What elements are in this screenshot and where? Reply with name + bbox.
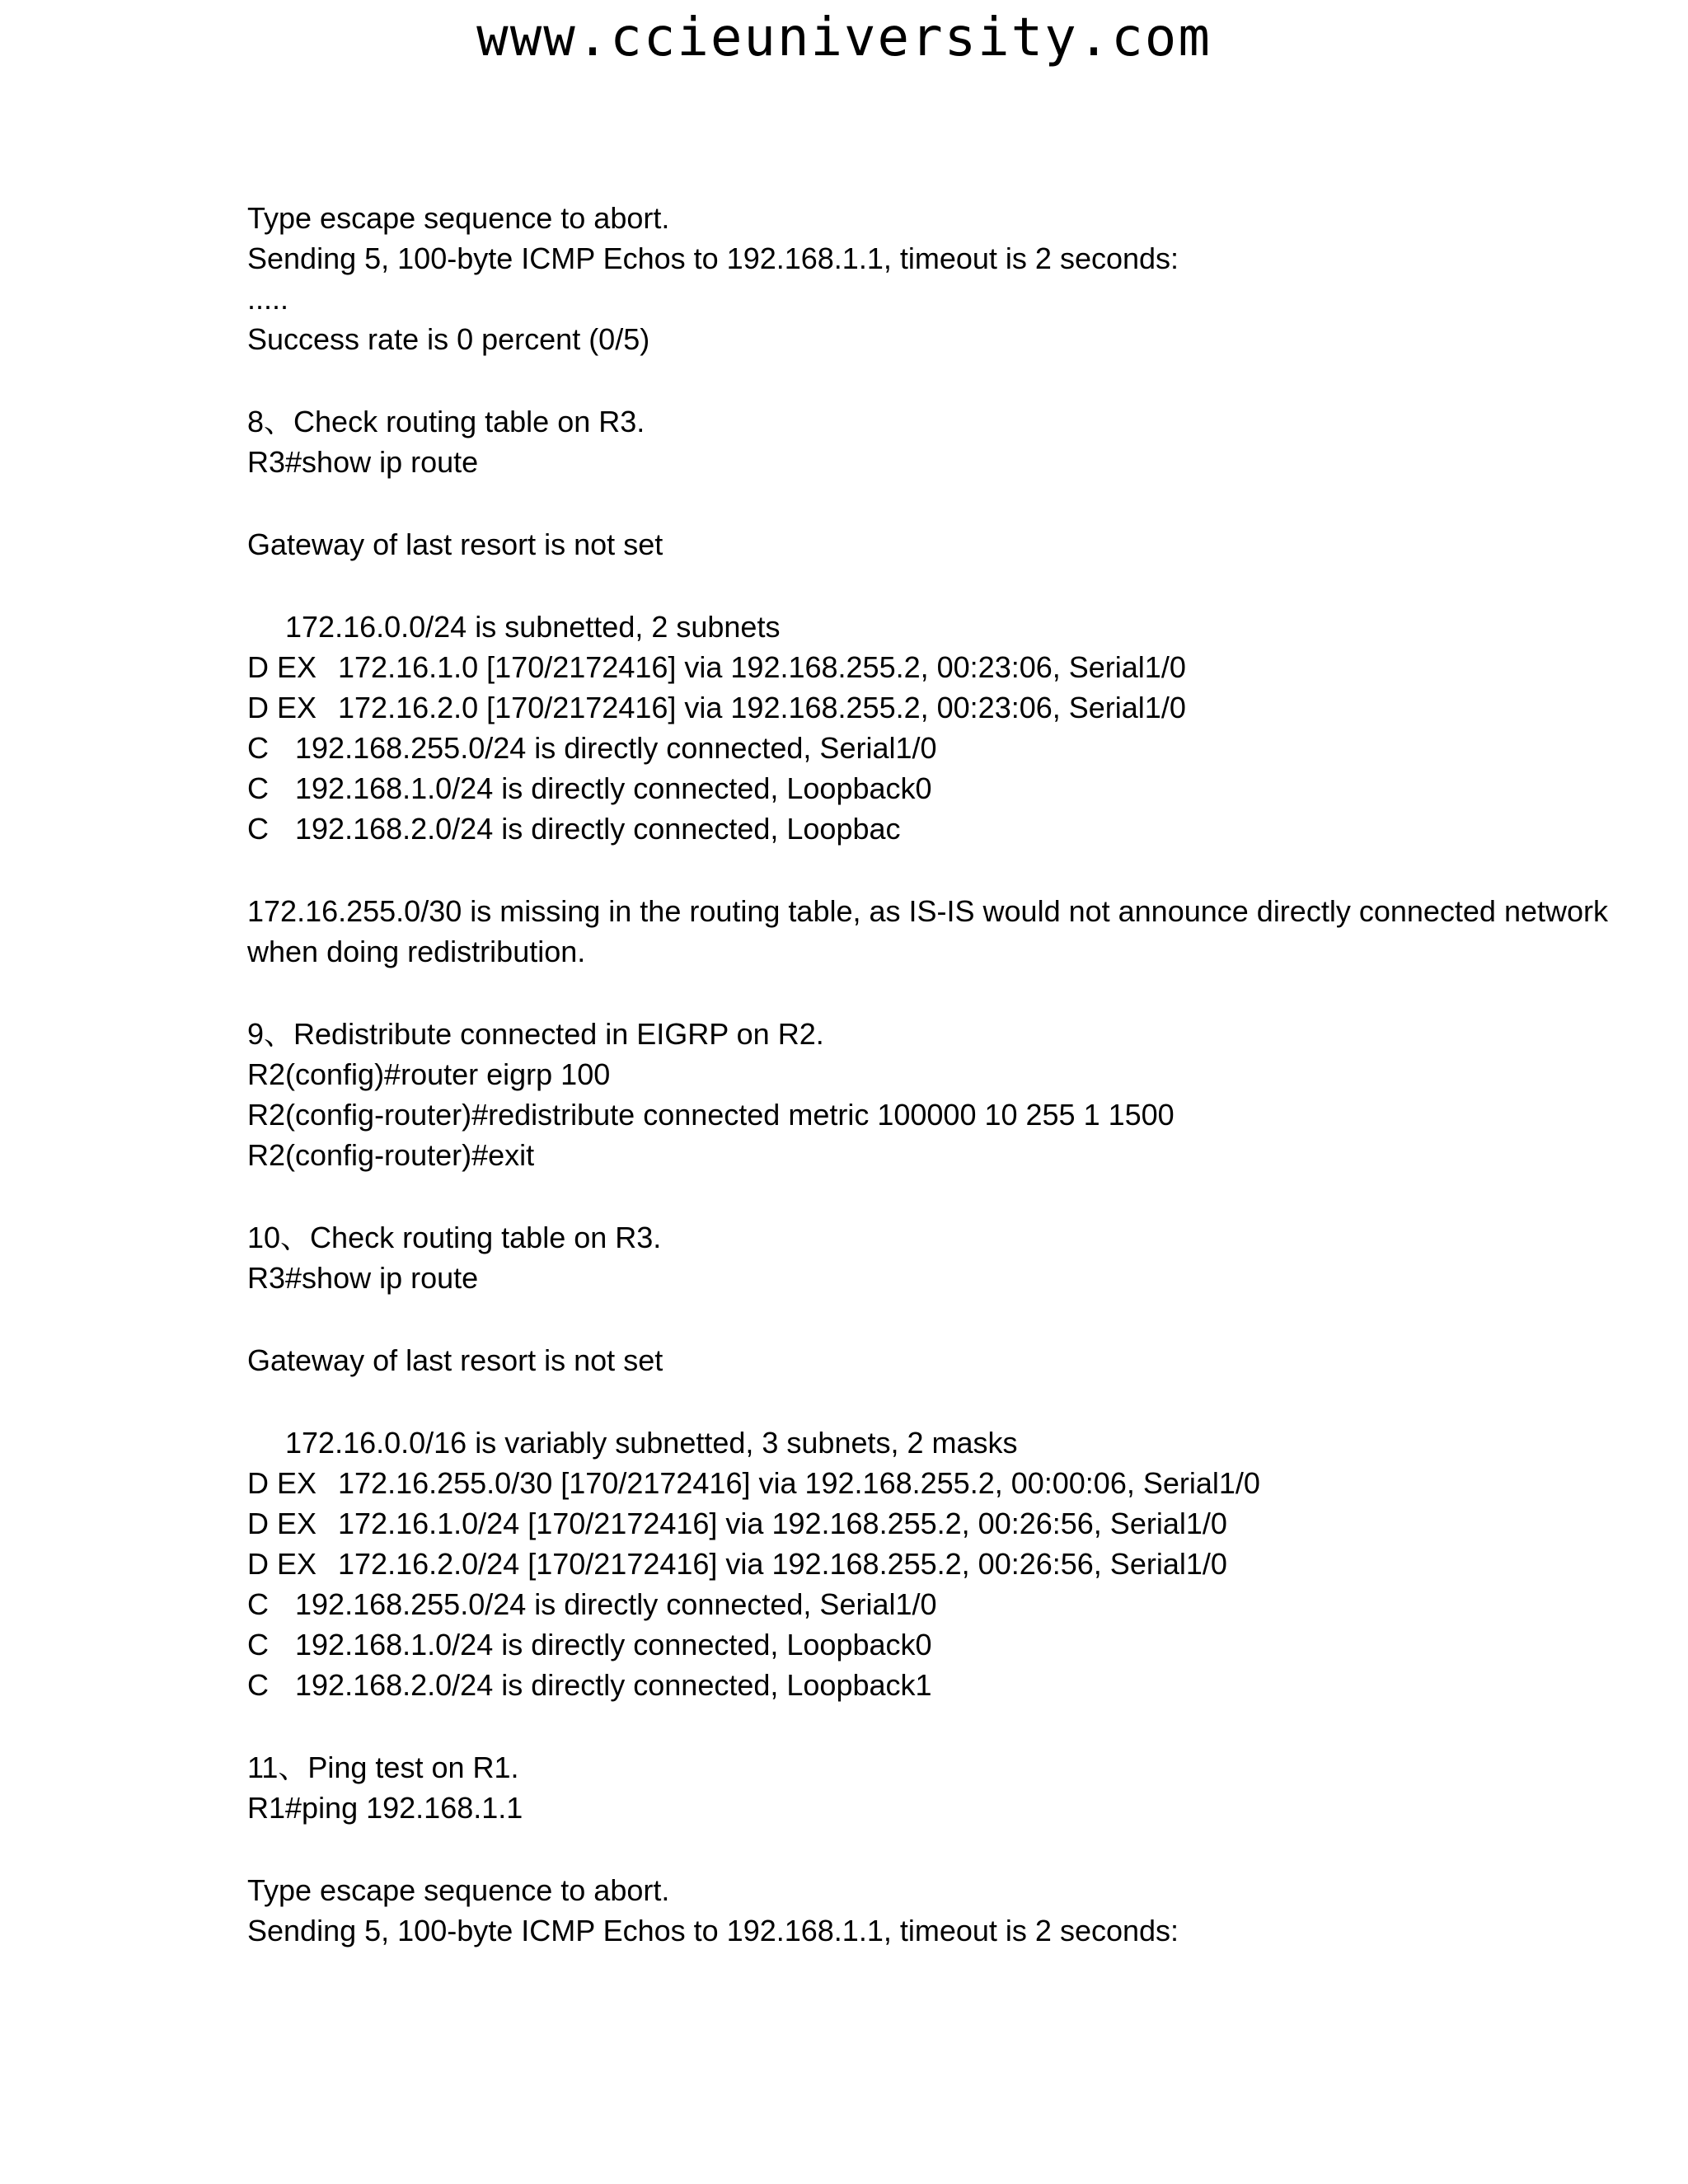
ping-output-line: Type escape sequence to abort. [247,1873,670,1907]
step-8-heading: 8、Check routing table on R3. [247,405,645,438]
route-entry [247,1624,1665,1665]
route-code: D EX [247,650,317,684]
route-entry [247,1463,1665,1503]
document-body [247,198,1665,1951]
route-entry [247,1544,1665,1584]
subnet-header-line: 172.16.0.0/24 is subnetted, 2 subnets [285,610,781,644]
ping-result-line: Success rate is 0 percent (0/5) [247,322,650,356]
route-text: 192.168.1.0/24 is directly connected, Loopback0 [295,771,932,805]
route-code: D EX [247,1507,317,1540]
route-entry [247,647,1665,687]
command-line: R3#show ip route [247,1261,479,1295]
route-code: D EX [247,1466,317,1500]
route-entry [247,728,1665,768]
step-9-heading: 9、Redistribute connected in EIGRP on R2. [247,1017,824,1051]
route-text: 192.168.2.0/24 is directly connected, Loopback1 [295,1668,932,1702]
route-text: 172.16.2.0/24 [170/2172416] via 192.168.255.2, 00:26:56, Serial1/0 [338,1547,1227,1581]
step-11-heading: 11、Ping test on R1. [247,1750,519,1784]
route-text: 192.168.1.0/24 is directly connected, Loopback0 [295,1628,932,1661]
gateway-line: Gateway of last resort is not set [247,527,663,561]
route-code: C [247,731,269,765]
command-line: R2(config-router)#redistribute connected metric 100000 10 255 1 1500 [247,1098,1175,1132]
explanation-paragraph: 172.16.255.0/30 is missing in the routing table, as IS-IS would not announce directly connected network when doing redistribution. [247,894,1609,968]
route-entry [247,687,1665,728]
command-line: R1#ping 192.168.1.1 [247,1791,523,1825]
route-text: 172.16.2.0 [170/2172416] via 192.168.255.2, 00:23:06, Serial1/0 [338,691,1186,724]
command-line: R2(config)#router eigrp 100 [247,1057,611,1091]
gateway-line: Gateway of last resort is not set [247,1343,663,1377]
ping-output-line: Sending 5, 100-byte ICMP Echos to 192.168.1.1, timeout is 2 seconds: [247,241,1179,275]
route-code: C [247,1628,269,1661]
route-text: 172.16.255.0/30 [170/2172416] via 192.168.255.2, 00:00:06, Serial1/0 [338,1466,1260,1500]
route-text: 192.168.255.0/24 is directly connected, Serial1/0 [295,1587,937,1621]
route-text: 192.168.255.0/24 is directly connected, Serial1/0 [295,731,937,765]
route-text: 172.16.1.0/24 [170/2172416] via 192.168.255.2, 00:26:56, Serial1/0 [338,1507,1227,1540]
route-code: C [247,1668,269,1702]
route-entry [247,1665,1665,1705]
route-entry [247,808,1665,849]
route-text: 192.168.2.0/24 is directly connected, Loopbac [295,812,901,846]
page-header-site: www.ccieuniversity.com [476,7,1212,68]
ping-output-line: ..... [247,282,289,316]
route-text: 172.16.1.0 [170/2172416] via 192.168.255.2, 00:23:06, Serial1/0 [338,650,1186,684]
route-entry [247,768,1665,808]
command-line: R2(config-router)#exit [247,1138,535,1172]
command-line: R3#show ip route [247,445,479,479]
route-code: D EX [247,1547,317,1581]
subnet-header-line: 172.16.0.0/16 is variably subnetted, 3 subnets, 2 masks [285,1426,1018,1460]
route-code: C [247,812,269,846]
route-code: D EX [247,691,317,724]
ping-output-line: Sending 5, 100-byte ICMP Echos to 192.168.1.1, timeout is 2 seconds: [247,1914,1179,1947]
route-code: C [247,1587,269,1621]
step-10-heading: 10、Check routing table on R3. [247,1221,662,1254]
ping-output-line: Type escape sequence to abort. [247,201,670,235]
route-entry [247,1503,1665,1544]
route-code: C [247,771,269,805]
route-entry [247,1584,1665,1624]
